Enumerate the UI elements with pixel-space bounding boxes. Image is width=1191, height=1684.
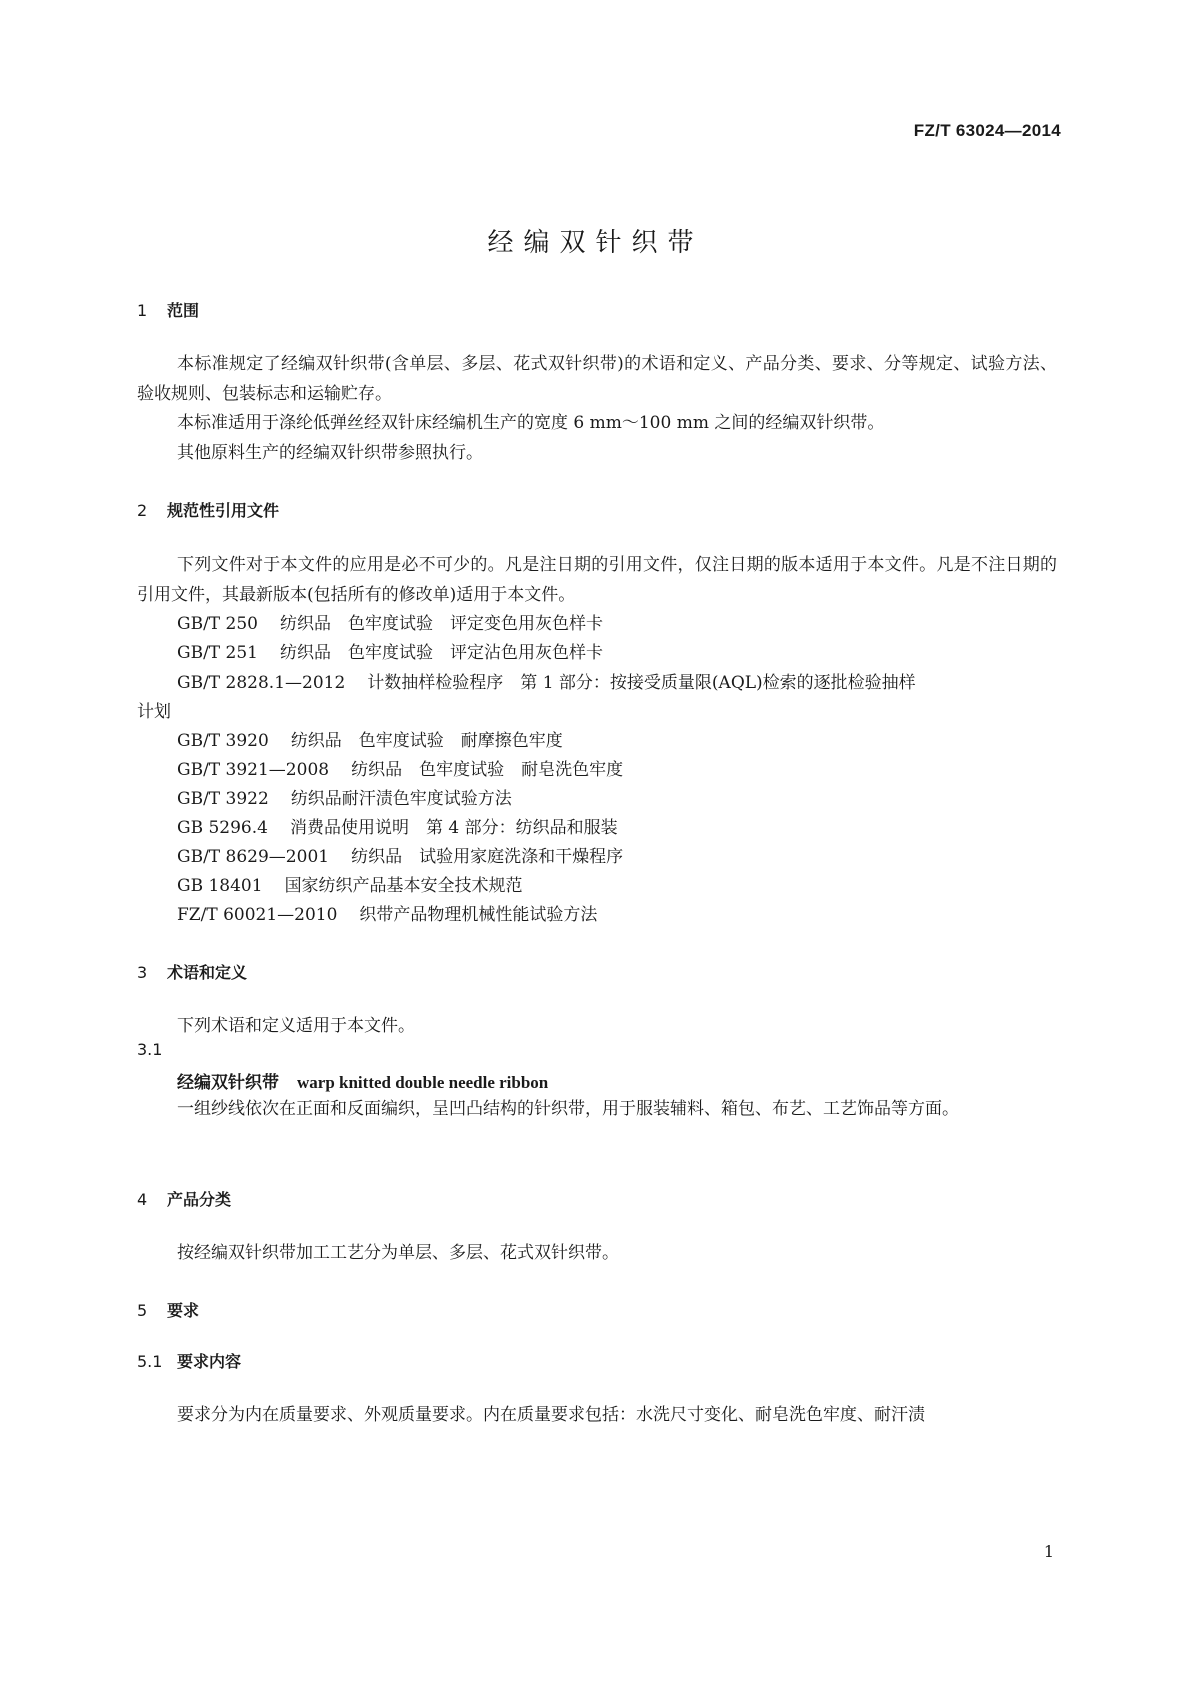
section-title: 产品分类	[167, 1190, 232, 1209]
section-number: 4	[137, 1190, 148, 1209]
reference-item	[177, 784, 512, 814]
subsection-title: 要求内容	[177, 1352, 242, 1371]
reference-code: GB/T 3922	[177, 789, 269, 809]
reference-item	[177, 609, 603, 639]
section-number: 3	[137, 963, 148, 982]
reference-title: 纺织品 色牢度试验 评定变色用灰色样卡	[280, 614, 603, 634]
reference-code: GB 18401	[177, 876, 263, 896]
reference-code: GB/T 3920	[177, 731, 269, 751]
reference-title: 计数抽样检验程序 第 1 部分：按接受质量限(AQL)检索的逐批检验抽样	[367, 673, 916, 693]
section-1-heading	[137, 298, 199, 321]
reference-title: 纺织品 色牢度试验 耐摩擦色牢度	[290, 731, 563, 751]
section-title: 术语和定义	[167, 963, 248, 982]
document-code: FZ/T 63024—2014	[913, 121, 1061, 140]
paragraph: 其他原料生产的经编双针织带参照执行。	[177, 443, 483, 463]
section-5-heading	[137, 1298, 199, 1321]
section-4-heading	[137, 1187, 231, 1210]
section-number: 2	[137, 501, 148, 520]
reference-item	[177, 871, 523, 901]
reference-item	[177, 842, 623, 872]
reference-title: 消费品使用说明 第 4 部分：纺织品和服装	[289, 818, 618, 838]
paragraph: 下列文件对于本文件的应用是必不可少的。凡是注日期的引用文件，仅注日期的版本适用于本文件。凡是不注日期的引用文件，其最新版本(包括所有的修改单)适用于本文件。	[137, 555, 1057, 605]
page-number: 1	[1043, 1542, 1054, 1561]
section-2-heading	[137, 498, 279, 521]
reference-code: GB/T 2828.1—2012	[177, 673, 346, 693]
term-number: 3.1	[137, 1040, 163, 1059]
reference-item	[177, 900, 597, 930]
section-title: 范围	[167, 301, 200, 320]
section-title: 要求	[167, 1301, 200, 1320]
reference-title: 国家纺织产品基本安全技术规范	[284, 876, 523, 896]
reference-title: 纺织品耐汗渍色牢度试验方法	[290, 789, 512, 809]
reference-code: FZ/T 60021—2010	[177, 905, 338, 925]
reference-item	[177, 755, 623, 785]
reference-item	[177, 813, 618, 843]
term-chinese: 经编双针织带	[177, 1073, 279, 1093]
reference-item	[177, 668, 916, 698]
reference-title: 织带产品物理机械性能试验方法	[359, 905, 598, 925]
paragraph: 本标准规定了经编双针织带(含单层、多层、花式双针织带)的术语和定义、产品分类、要求、分等规定、试验方法、验收规则、包装标志和运输贮存。	[137, 354, 1057, 404]
reference-code: GB/T 8629—2001	[177, 847, 330, 867]
section-title: 规范性引用文件	[167, 501, 280, 520]
reference-code: GB/T 251	[177, 643, 258, 663]
subsection-number: 5.1	[137, 1352, 163, 1371]
reference-code: GB/T 250	[177, 614, 258, 634]
paragraph: 要求分为内在质量要求、外观质量要求。内在质量要求包括：水洗尺寸变化、耐皂洗色牢度、耐汗渍	[177, 1405, 925, 1425]
paragraph: 本标准适用于涤纶低弹丝经双针床经编机生产的宽度 6 mm～100 mm 之间的经编双针织带。	[177, 413, 885, 433]
term-english: warp knitted double needle ribbon	[297, 1073, 549, 1092]
subsection-5-1-heading	[137, 1349, 241, 1372]
section-3-heading	[137, 960, 247, 983]
page-title: 经编双针织带	[487, 228, 704, 258]
reference-title: 纺织品 试验用家庭洗涤和干燥程序	[351, 847, 624, 867]
section-number: 1	[137, 301, 148, 320]
reference-item	[177, 726, 563, 756]
paragraph: 下列术语和定义适用于本文件。	[177, 1016, 415, 1036]
reference-title: 纺织品 色牢度试验 耐皂洗色牢度	[351, 760, 624, 780]
reference-code: GB/T 3921—2008	[177, 760, 330, 780]
reference-title: 纺织品 色牢度试验 评定沾色用灰色样卡	[280, 643, 603, 663]
section-number: 5	[137, 1301, 148, 1320]
reference-continuation: 计划	[137, 702, 171, 722]
paragraph: 按经编双针织带加工工艺分为单层、多层、花式双针织带。	[177, 1243, 619, 1263]
reference-item	[177, 638, 603, 668]
reference-code: GB 5296.4	[177, 818, 268, 838]
term-heading	[177, 1068, 548, 1093]
term-definition: 一组纱线依次在正面和反面编织，呈凹凸结构的针织带，用于服装辅料、箱包、布艺、工艺饰品等方面。	[177, 1099, 959, 1119]
